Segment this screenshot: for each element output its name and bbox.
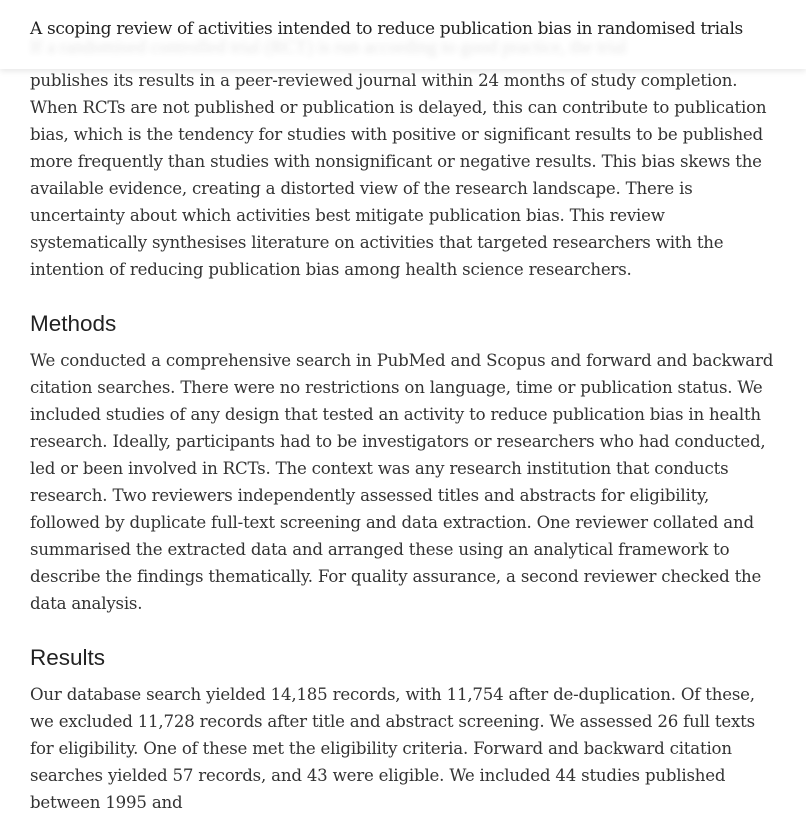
background-paragraph: publishes its results in a peer-reviewed journal within 24 months of study completion. When RCTs are not published or publication is delayed, this can contribute to publication bias, which is the tendency for studies with positive or significant results to be published more frequently than studies with nonsignificant or negative results. This bias skews the available evidence, creating a distorted view of the research landscape. There is uncertainty about which activities best mitigate publication bias. This review systematically synthesises literature on activities that targeted researchers with the intention of reducing publication bias among health science researchers. (30, 71, 767, 279)
results-paragraph: Our database search yielded 14,185 records, with 11,754 after de-duplication. Of these, we excluded 11,728 records after title and abstract screening. We assessed 26 full texts for eligibility. One of these met the eligibility criteria. Forward and backward citation searches yielded 57 records, and 43 were eligible. We included 44 studies published between 1995 and (30, 685, 755, 812)
methods-heading: Methods (30, 311, 117, 336)
methods-paragraph: We conducted a comprehensive search in PubMed and Scopus and forward and backward citation searches. There were no restrictions on language, time or publication status. We included studies of any design that tested an activity to reduce publication bias in health research. Ideally, participants had to be investigators or researchers who had conducted, led or been involved in RCTs. The context was any research institution that conducts research. Two reviewers independently assessed titles and abstracts for eligibility, followed by duplicate full-text screening and data extraction. One reviewer collated and summarised the extracted data and arranged these using an analytical framework to describe the findings thematically. For quality assurance, a second reviewer checked the data analysis. (30, 351, 774, 613)
sticky-article-header (0, 0, 806, 69)
abstract-content (30, 67, 782, 816)
header-background-text: If a randomised controlled trial (RCT) is run according to good practice, the trial (30, 38, 627, 58)
results-heading: Results (30, 645, 106, 670)
article-title: A scoping review of activities intended to reduce publication bias in randomised trials (30, 19, 743, 39)
